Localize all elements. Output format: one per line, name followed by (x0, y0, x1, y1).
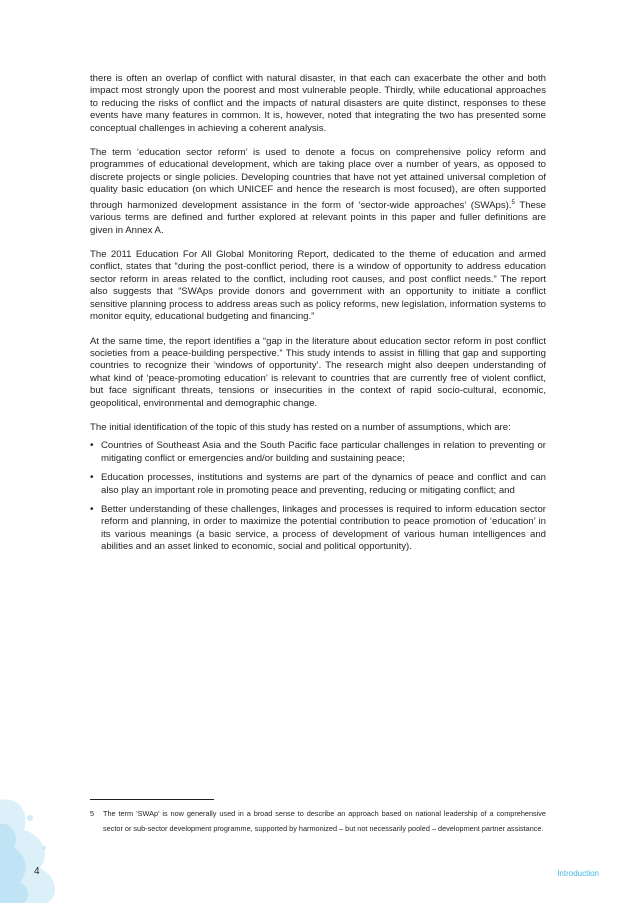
paragraph-5: The initial identification of the topic of this study has rested on a number of assumptions, which are: (90, 421, 511, 433)
list-item: • Better understanding of these challenges, linkages and processes is required to inform education sector reform and planning, in order to maximize the potential contribution to peace promotion of ‘education’ in its various meanings (a basic service, a process of development of various human intelligences and abilities and an asset linked to economic, social and political opportunity). (90, 504, 546, 554)
footnote-text: The term ‘SWAp’ is now generally used in a broad sense to describe an approach based on national leadership of a comprehensive sector or sub-sector development programme, supported by harmonized – but not necessarily pooled – development partner assistance. (103, 809, 546, 833)
paragraph-2-text: The term ‘education sector reform’ is used to denote a focus on comprehensive policy reform and programmes of educational development, which are taking place over a number of years, as opposed to discrete projects or single policies. Developing countries that have not yet attained universal completion of quality basic education (on which UNICEF and hence the research is most focused), are often supported through harmonized development assistance in the form of ‘sector-wide approaches’ (SWAps). (90, 147, 546, 211)
footnote-reference: 5 (511, 199, 515, 206)
list-item: • Education processes, institutions and systems are part of the dynamics of peace and conflict and can also play an important role in promoting peace and preventing, reducing or mitigating conflict; and (90, 472, 546, 497)
footnote-divider (90, 799, 214, 800)
paragraph-2-continuation: These various terms are defined and further explored at relevant points in this paper and fuller definitions are given in Annex A. (90, 199, 546, 236)
paragraph-3: The 2011 Education For All Global Monitoring Report, dedicated to the theme of education and armed conflict, states that “during the post-conflict period, there is a window of opportunity to address education sector reform in areas related to the conflict, including root causes, and post conflict needs.” The report also suggests that “SWAps provide donors and government with an opportunity to initiate a conflict sensitive planning process to address areas such as policy reforms, new legislation, information systems to monitor equity, educational budgeting and financing.” (90, 249, 546, 323)
assumptions-list (90, 440, 546, 553)
paragraph-2 (90, 147, 546, 237)
paragraph-1: there is often an overlap of conflict with natural disaster, in that each can exacerbate the other and both impact most strongly upon the poorest and most vulnerable people. Thirdly, while educational approaches to reducing the risks of conflict and the impacts of natural disasters are quite distinct, responses to these events have many features in common. It is, however, noted that integrating the two has presented some conceptual challenges in achieving a coherent analysis. (90, 73, 546, 134)
footnote-number: 5 (90, 809, 95, 818)
watercolor-splash-decoration (0, 790, 70, 903)
section-label: Introduction (557, 869, 599, 878)
body-text (90, 73, 546, 561)
page-number: 4 (34, 866, 40, 877)
list-item: • Countries of Southeast Asia and the South Pacific face particular challenges in relation to preventing or mitigating conflict or emergencies and/or building and sustaining peace; (90, 440, 546, 465)
footnote (90, 806, 546, 836)
paragraph-4: At the same time, the report identifies a “gap in the literature about education sector reform in post conflict societies from a peace-building perspective.” This study intends to assist in filling that gap and supporting countries to recognize their ‘windows of opportunity’. The research might also deepen understanding of what kind of ‘peace-promoting education’ is relevant to countries that are currently free of violent conflict, but face significant threats, tensions or insecurities in the context of rapid socio-cultural, economic, geopolitical, environmental and demographic change. (90, 335, 546, 409)
